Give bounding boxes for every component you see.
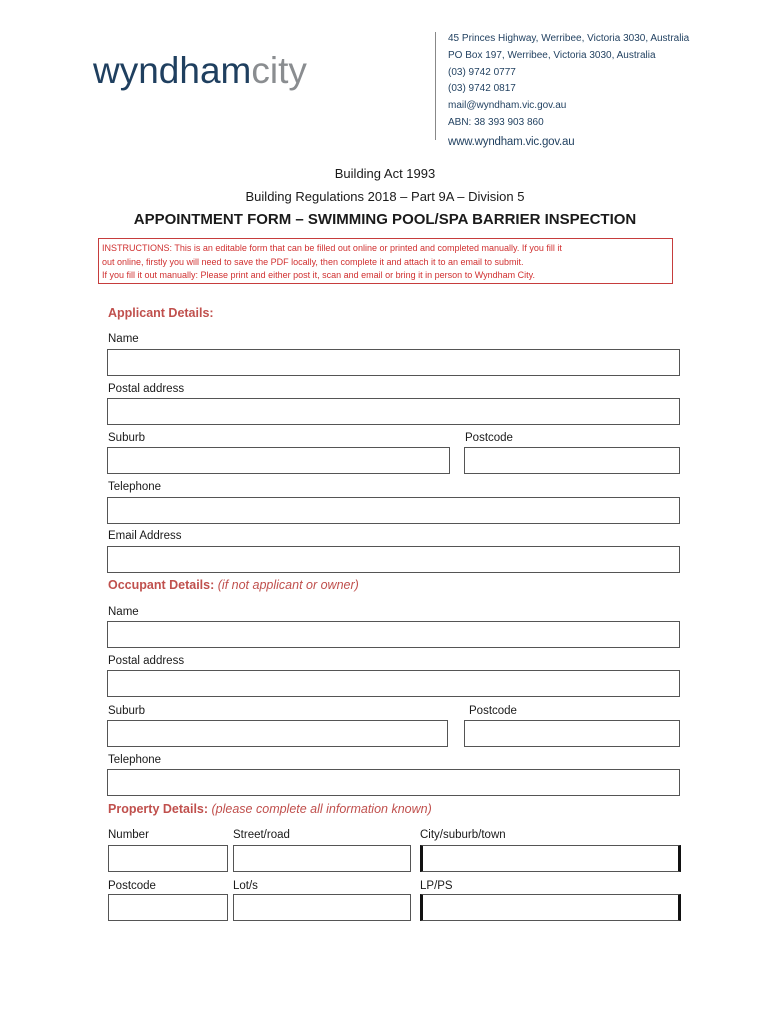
property-lpps-label: LP/PS [420,880,453,892]
occupant-details-heading [108,578,359,592]
contact-fax: (03) 9742 0817 [448,83,516,95]
occupant-heading-text: Occupant Details: [108,578,215,592]
instructions-line: INSTRUCTIONS: This is an editable form that can be filled out online or printed and completed manually. If you fill it [102,243,562,253]
contact-address: 45 Princes Highway, Werribee, Victoria 3030, Australia [448,33,690,44]
occupant-name-label: Name [108,606,139,618]
applicant-suburb-label: Suburb [108,432,146,444]
contact-email: mail@wyndham.vic.gov.au [448,100,567,112]
applicant-details-heading: Applicant Details: [108,306,214,320]
applicant-postcode-field[interactable] [464,447,680,474]
property-lots-label: Lot/s [233,880,258,892]
property-postcode-field[interactable] [108,894,228,921]
property-lpps-field[interactable] [420,894,681,921]
property-heading-text: Property Details: [108,802,209,816]
applicant-email-field[interactable] [107,546,680,573]
contact-block [448,31,689,151]
regulations-heading: Building Regulations 2018 – Part 9A – Division 5 [245,189,525,204]
applicant-name-field[interactable] [107,349,680,376]
contact-abn: ABN: 38 393 903 860 [448,116,544,128]
form-title: APPOINTMENT FORM – SWIMMING POOL/SPA BARRIER INSPECTION [133,211,637,228]
property-postcode-label: Postcode [108,880,156,892]
property-street-label: Street/road [233,829,290,841]
property-city-label: City/suburb/town [420,829,506,841]
applicant-telephone-label: Telephone [108,481,162,493]
occupant-heading-note: (if not applicant or owner) [217,578,359,592]
occupant-postcode-field[interactable] [464,720,680,747]
applicant-email-label: Email Address [108,530,182,542]
applicant-telephone-field[interactable] [107,497,680,524]
occupant-name-field[interactable] [107,621,680,648]
header-divider [435,32,436,140]
occupant-postcode-label: Postcode [469,705,517,717]
applicant-postcode-label: Postcode [465,432,513,444]
act-heading: Building Act 1993 [334,166,436,181]
occupant-telephone-label: Telephone [108,754,162,766]
wyndham-city-logo [93,52,307,89]
occupant-suburb-field[interactable] [107,720,448,747]
occupant-postal-label: Postal address [108,655,185,667]
property-heading-note: (please complete all information known) [211,802,432,816]
property-city-field[interactable] [420,845,681,872]
contact-website: www.wyndham.vic.gov.au [448,135,575,148]
contact-phone: (03) 9742 0777 [448,66,516,78]
instructions-line: If you fill it out manually: Please print and either post it, scan and email or bring it in person to Wyndham City. [102,270,535,280]
occupant-suburb-label: Suburb [108,705,146,717]
occupant-postal-field[interactable] [107,670,680,697]
logo-text-primary: wyndham [93,50,252,91]
property-lots-field[interactable] [233,894,411,921]
property-number-field[interactable] [108,845,228,872]
applicant-name-label: Name [108,333,139,345]
applicant-suburb-field[interactable] [107,447,450,474]
contact-po-box: PO Box 197, Werribee, Victoria 3030, Australia [448,49,656,61]
property-street-field[interactable] [233,845,411,872]
instructions-line: out online, firstly you will need to save the PDF locally, then complete it and attach it to an email to submit. [102,256,524,267]
applicant-postal-field[interactable] [107,398,680,425]
applicant-postal-label: Postal address [108,383,185,395]
property-number-label: Number [108,829,149,841]
occupant-telephone-field[interactable] [107,769,680,796]
property-details-heading [108,802,432,816]
logo-text-secondary: city [251,50,307,91]
instructions-box [98,238,673,284]
